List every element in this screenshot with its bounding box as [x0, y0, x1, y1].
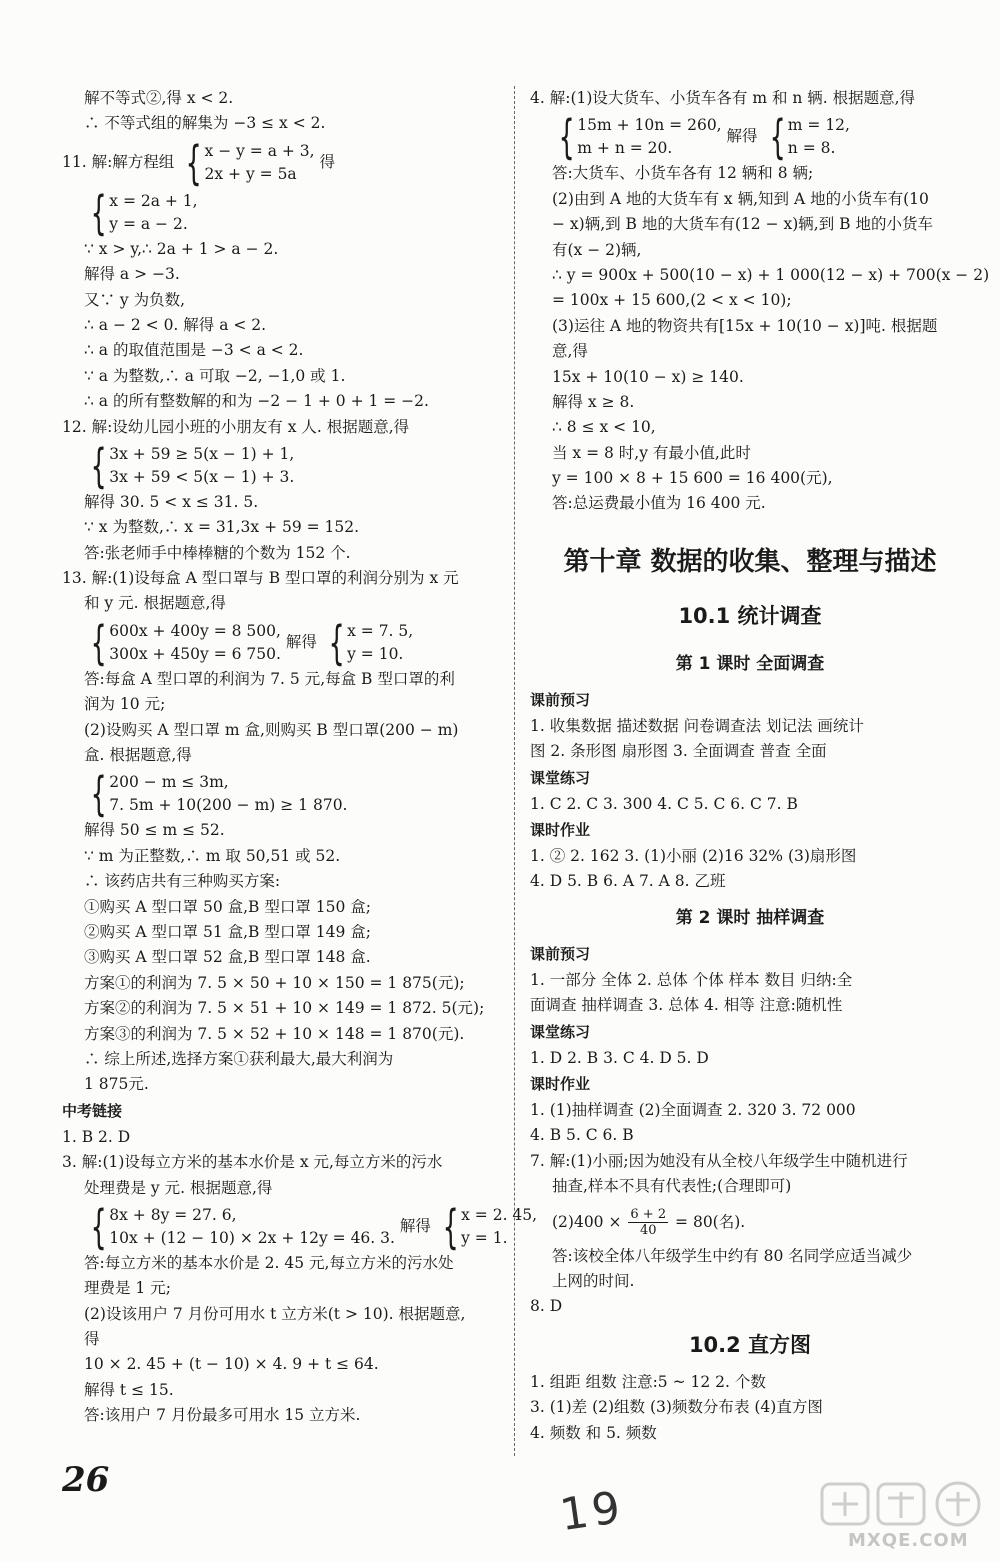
text-line: 答:每盒 A 型口罩的利润为 7. 5 元,每盒 B 型口罩的利: [84, 669, 455, 688]
text-line: (3)运往 A 地的物资共有[15x + 10(10 − x)]吨. 根据题: [552, 316, 938, 335]
equation: y = 1.: [461, 1228, 508, 1247]
handwritten-mark: 19: [556, 1481, 628, 1542]
brace-icon: {: [90, 615, 107, 670]
text-span: (2)400 ×: [552, 1212, 622, 1231]
text-line: ∴ a 的取值范围是 −3 < a < 2.: [84, 341, 304, 360]
text-line: 得: [84, 1330, 100, 1349]
text-line: 意,得: [552, 342, 588, 361]
equation: 8x + 8y = 27. 6,: [109, 1205, 237, 1224]
text-line: 方案②的利润为 7. 5 × 51 + 10 × 149 = 1 872. 5(元);: [84, 999, 485, 1018]
fraction: [628, 1207, 668, 1238]
text-line: 4. B 5. C 6. B: [530, 1126, 634, 1145]
text-line: 解得 t ≤ 15.: [84, 1380, 174, 1399]
q11-system-line: [62, 135, 502, 190]
text-line: y = 100 × 8 + 15 600 = 16 400(元),: [552, 469, 833, 488]
q12-system: [62, 438, 502, 493]
text-line: ①购买 A 型口罩 50 盒,B 型口罩 150 盒;: [84, 897, 372, 916]
chapter-title: 第十章 数据的收集、整理与描述: [563, 546, 937, 577]
text-span: = 80(名).: [675, 1212, 746, 1231]
equation: y = 10.: [347, 644, 404, 663]
q11-solution-system: [62, 185, 502, 240]
subsection-heading: 课前预习: [530, 944, 591, 963]
equation: m = 12,: [787, 116, 850, 135]
equation: 2x + y = 5a: [204, 164, 297, 183]
equation: y = a − 2.: [109, 214, 188, 233]
q4-system: [530, 110, 970, 165]
equation: x = 2. 45,: [461, 1205, 538, 1224]
section-title: 10.1 统计调查: [678, 603, 822, 628]
equation: 3x + 59 < 5(x − 1) + 3.: [109, 467, 295, 486]
text-line: 12. 解:设幼儿园小班的小朋友有 x 人. 根据题意,得: [62, 417, 410, 436]
text-line: 润为 10 元;: [84, 695, 166, 714]
text-line: 抽查,样本不具有代表性;(合理即可): [552, 1177, 792, 1196]
text-line: 15x + 10(10 − x) ≥ 140.: [552, 367, 744, 386]
equation-system: [436, 1199, 538, 1254]
equation-system: [179, 135, 315, 190]
text-line: 处理费是 y 元. 根据题意,得: [84, 1178, 273, 1197]
text-line: 4. 解:(1)设大货车、小货车各有 m 和 n 辆. 根据题意,得: [530, 89, 916, 107]
brace-icon: {: [558, 110, 575, 165]
equation: x = 7. 5,: [347, 621, 414, 640]
equation: 200 − m ≤ 3m,: [109, 773, 229, 792]
text-line: 和 y 元. 根据题意,得: [84, 594, 226, 613]
text-line: (2)由到 A 地的大货车有 x 辆,知到 A 地的小货车有(10: [552, 189, 929, 208]
brace-icon: {: [442, 1199, 459, 1254]
text-line: 1 875元.: [84, 1075, 149, 1094]
text-line: 方案③的利润为 7. 5 × 52 + 10 × 148 = 1 870(元).: [84, 1024, 465, 1043]
equation-system: [84, 1199, 395, 1254]
text-line: 1. 一部分 全体 2. 总体 个体 样本 数目 归纳:全: [530, 970, 853, 989]
text-line: (2)设该用户 7 月份可用水 t 立方米(t > 10). 根据题意,: [84, 1304, 466, 1323]
text-line: ∴ 综上所述,选择方案①获利最大,最大利润为: [84, 1049, 394, 1068]
text-line: 解得 x ≥ 8.: [552, 392, 635, 411]
equation: x − y = a + 3,: [204, 141, 315, 160]
text-line: ③购买 A 型口罩 52 盒,B 型口罩 148 盒.: [84, 948, 371, 967]
text-line: 3. 解:(1)设每立方米的基本水价是 x 元,每立方米的污水: [62, 1153, 443, 1172]
text-line: 面调查 抽样调查 3. 总体 4. 相等 注意:随机性: [530, 996, 843, 1015]
text-line: ∴ a 的所有整数解的和为 −2 − 1 + 0 + 1 = −2.: [84, 392, 429, 411]
lesson-title: 第 1 课时 全面调查: [675, 653, 825, 674]
text-line: − x)辆,到 B 地的大货车有(12 − x)辆,到 B 地的小货车: [552, 215, 933, 234]
denominator: 40: [639, 1223, 657, 1239]
text-line: 解得: [726, 127, 758, 146]
subsection-heading: 课时作业: [530, 1074, 591, 1093]
right-column: [530, 86, 990, 1446]
text-line: 解得: [285, 632, 317, 651]
text-line: 上网的时间.: [552, 1271, 635, 1290]
text-line: 10 × 2. 45 + (t − 10) × 4. 9 + t ≤ 64.: [84, 1355, 379, 1374]
text-line: 答:张老师手中棒棒糖的个数为 152 个.: [84, 543, 351, 562]
subsection-heading: 课堂练习: [530, 1022, 591, 1041]
zk3-system: [62, 1199, 538, 1254]
equation: 10x + (12 − 10) × 2x + 12y = 46. 3.: [109, 1228, 395, 1247]
equation-system: [84, 767, 348, 822]
equation: x = 2a + 1,: [109, 191, 198, 210]
brace-icon: {: [90, 438, 107, 493]
q13-system-2: [62, 767, 502, 822]
text-line: 1. (1)抽样调查 (2)全面调查 2. 320 3. 72 000: [530, 1100, 856, 1119]
equation: 15m + 10n = 260,: [577, 116, 722, 135]
brace-icon: {: [769, 110, 786, 165]
text-line: 又∵ y 为负数,: [84, 290, 186, 309]
fraction-line: [530, 1200, 970, 1244]
brace-icon: {: [90, 767, 107, 822]
text-line: ∵ a 为整数,∴ a 可取 −2, −1,0 或 1.: [84, 366, 346, 385]
equation-system: [322, 615, 414, 670]
text-line: 解得 a > −3.: [84, 265, 180, 284]
equation-system: [763, 110, 850, 165]
text-line: 解得: [399, 1216, 431, 1235]
text-line: 1. 组距 组数 注意:5 ~ 12 2. 个数: [530, 1372, 766, 1391]
section-heading: 中考链接: [62, 1101, 123, 1120]
brace-icon: {: [90, 1199, 107, 1254]
equation: m + n = 20.: [577, 139, 673, 158]
text-line: 1. 收集数据 描述数据 问卷调查法 划记法 画统计: [530, 716, 864, 735]
text-line: ∴ y = 900x + 500(10 − x) + 1 000(12 − x) + 700(x − 2): [552, 265, 990, 284]
text-line: 7. 解:(1)小丽;因为她没有从全校八年级学生中随机进行: [530, 1151, 908, 1170]
page-number: 26: [62, 1460, 110, 1500]
equation-system: [84, 438, 295, 493]
equation: 3x + 59 ≥ 5(x − 1) + 1,: [109, 444, 295, 463]
text-line: 解得 30. 5 < x ≤ 31. 5.: [84, 492, 259, 511]
text-line: ∵ x > y,∴ 2a + 1 > a − 2.: [84, 239, 279, 258]
text-line: (2)设购买 A 型口罩 m 盒,则购买 B 型口罩(200 − m): [84, 720, 459, 739]
text-line: 解不等式②,得 x < 2.: [84, 89, 234, 107]
text-line: ∴ 不等式组的解集为 −3 ≤ x < 2.: [84, 114, 326, 133]
text-line: 4. 频数 和 5. 频数: [530, 1423, 657, 1442]
text-line: 3. (1)差 (2)组数 (3)频数分布表 (4)直方图: [530, 1398, 823, 1417]
section-title: 10.2 直方图: [688, 1332, 812, 1357]
numerator: 6 + 2: [630, 1207, 667, 1223]
text-line: ∵ x 为整数,∴ x = 31,3x + 59 = 152.: [84, 518, 360, 537]
subsection-heading: 课前预习: [530, 690, 591, 709]
text-line: 1. B 2. D: [62, 1127, 131, 1146]
brace-icon: {: [328, 615, 345, 670]
text-line: 得: [319, 152, 336, 171]
text-line: ∴ 该药店共有三种购买方案:: [84, 872, 281, 891]
text-line: 理费是 1 元;: [84, 1279, 171, 1298]
watermark-text: MXQE.COM: [848, 1530, 969, 1551]
brace-icon: {: [90, 185, 107, 240]
watermark-logo: [818, 1478, 988, 1560]
equation-system: [84, 185, 198, 240]
text-line: 答:每立方米的基本水价是 2. 45 元,每立方米的污水处: [84, 1253, 454, 1272]
equation: n = 8.: [787, 139, 836, 158]
text-line: 方案①的利润为 7. 5 × 50 + 10 × 150 = 1 875(元);: [84, 973, 465, 992]
equation: 300x + 450y = 6 750.: [109, 644, 281, 663]
text-line: 4. D 5. B 6. A 7. A 8. 乙班: [530, 872, 726, 891]
text-line: 13. 解:(1)设每盒 A 型口罩与 B 型口罩的利润分别为 x 元: [62, 569, 459, 588]
equation: 7. 5m + 10(200 − m) ≥ 1 870.: [109, 796, 348, 815]
brace-icon: {: [185, 135, 202, 190]
text-line: ∴ 8 ≤ x < 10,: [552, 418, 656, 437]
text-line: 答:大货车、小货车各有 12 辆和 8 辆;: [552, 164, 814, 183]
text-line: 盒. 根据题意,得: [84, 746, 192, 765]
equation-system: [84, 615, 281, 670]
text-line: 1. C 2. C 3. 300 4. C 5. C 6. C 7. B: [530, 794, 798, 813]
text-line: 解得 50 ≤ m ≤ 52.: [84, 821, 225, 840]
lesson-title: 第 2 课时 抽样调查: [675, 907, 825, 928]
text-line: 8. D: [530, 1297, 563, 1316]
text-line: 1. D 2. B 3. C 4. D 5. D: [530, 1048, 709, 1067]
text-line: 答:该校全体八年级学生中约有 80 名同学应适当减少: [552, 1246, 913, 1265]
text-line: 1. ② 2. 162 3. (1)小丽 (2)16 32% (3)扇形图: [530, 847, 857, 866]
text-line: ∴ a − 2 < 0. 解得 a < 2.: [84, 315, 267, 334]
text-line: 有(x − 2)辆,: [552, 240, 642, 259]
text-line: ∵ m 为正整数,∴ m 取 50,51 或 52.: [84, 846, 341, 865]
subsection-heading: 课时作业: [530, 821, 591, 840]
equation: 600x + 400y = 8 500,: [109, 621, 281, 640]
text-line: 答:总运费最小值为 16 400 元.: [552, 494, 766, 513]
left-column: [62, 86, 538, 1429]
equation-system: [552, 110, 722, 165]
text-line: 11. 解:解方程组: [62, 152, 175, 171]
text-line: = 100x + 15 600,(2 < x < 10);: [552, 291, 792, 310]
text-line: 答:该用户 7 月份最多可用水 15 立方米.: [84, 1406, 361, 1425]
text-line: 当 x = 8 时,y 有最小值,此时: [552, 443, 751, 462]
q13-system: [62, 615, 502, 670]
subsection-heading: 课堂练习: [530, 768, 591, 787]
text-line: 图 2. 条形图 扇形图 3. 全面调查 普查 全面: [530, 742, 827, 761]
text-line: ②购买 A 型口罩 51 盒,B 型口罩 149 盒;: [84, 922, 372, 941]
watermark-emblem-icon: [818, 1478, 988, 1530]
